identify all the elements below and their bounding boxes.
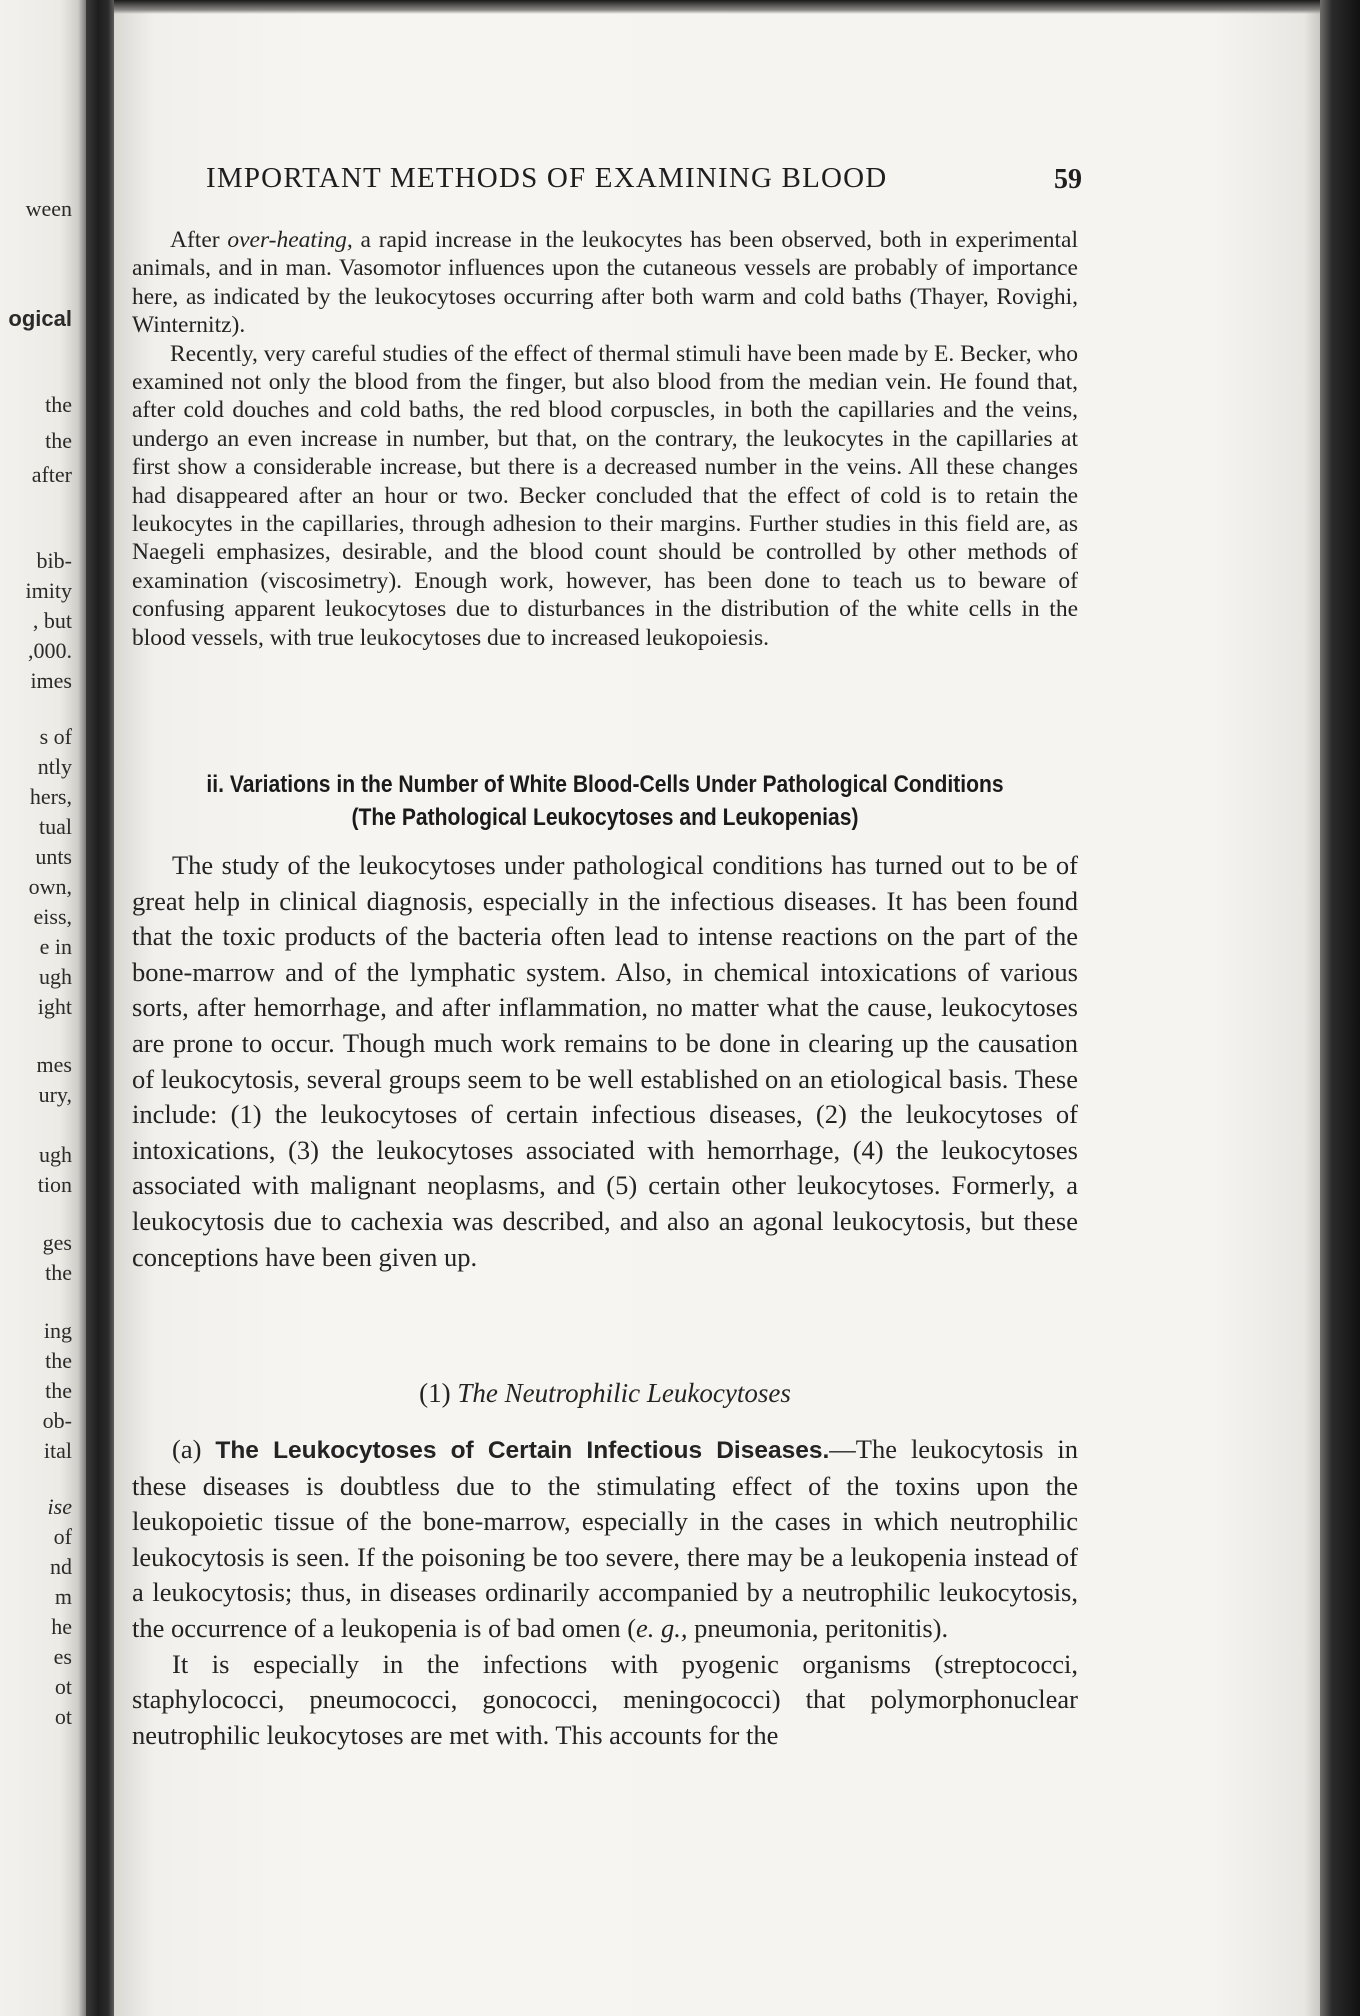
facing-page-fragment: he — [51, 1614, 72, 1639]
facing-page-fragment: imes — [30, 668, 72, 693]
page-right-edge — [1320, 0, 1360, 2016]
facing-page-fragment: ween — [25, 196, 72, 221]
section-heading-line-2: (The Pathological Leukocytoses and Leukopenias) — [351, 804, 859, 831]
facing-page-fragment: unts — [35, 844, 72, 869]
facing-page-fragment: imity — [25, 578, 72, 603]
facing-page-fragment: ury, — [38, 1082, 72, 1107]
paragraph-becker: Recently, very careful studies of the effect of thermal stimuli have been made by E. Becker, who examined not only the blood from the finger, but also blood from the median vein. He found that, after cold douches and cold baths, the red blood corpuscles, in both the capillaries and the veins, undergo an even increase in number, but that, on the contrary, the leukocytes in the capillaries at first show a considerable increase, but there is a decreased number in the veins. All these changes had disappeared after an hour or two. Becker concluded that the effect of cold is to retain the leukocytes in the capillaries, through adhesion to their margins. Further studies in this field are, as Naegeli emphasizes, desirable, and the blood count should be controlled by other methods of examination (viscosimetry). Enough work, however, has been done to teach us to beware of confusing apparent leukocytoses due to disturbances in the distribution of the white cells in the blood vessels, with true leukocytoses due to increased leukopoiesis. — [132, 340, 1078, 651]
subsection-number: (1) — [419, 1378, 451, 1408]
facing-page-fragment: s of — [39, 724, 72, 749]
subsection-heading — [132, 1378, 1078, 1409]
section-heading-line-1: ii. Variations in the Number of White Blood-Cells Under Pathological Conditions — [206, 771, 1004, 798]
facing-page-fragment: ntly — [37, 754, 72, 779]
emphasis-overheating: over-heating, — [227, 227, 353, 253]
facing-page-fragment: the — [45, 1260, 72, 1285]
page-top-shadow — [114, 0, 1328, 14]
facing-page-fragment: es — [53, 1644, 72, 1669]
paragraph-pathological-leukocytoses: The study of the leukocytoses under pathological conditions has turned out to be of great help in clinical diagnosis, especially in the infectious diseases. It has been found that the toxic products of the bacteria often lead to intense reactions on the part of the bone-marrow and of the lymphatic system. Also, in chemical intoxications of various sorts, after hemorrhage, and after inflammation, no matter what the cause, leukocytoses are prone to occur. Though much work remains to be done in clearing up the causation of leukocytosis, several groups seem to be well established on an etiological basis. These include: (1) the leukocytoses of certain infectious diseases, (2) the leukocytoses of intoxications, (3) the leukocytoses associated with hemorrhage, (4) the leukocytoses associated with malignant neoplasms, and (5) certain other leukocytoses. Formerly, a leukocytosis due to cachexia was described, and also an agonal leukocytosis, but these conceptions have been given up. — [132, 850, 1078, 1272]
facing-page-fragment: bib- — [36, 548, 72, 573]
page-number: 59 — [1054, 164, 1082, 195]
facing-page-fragment: the — [45, 1348, 72, 1373]
book-gutter — [86, 0, 116, 2016]
intro-text — [132, 226, 1078, 652]
facing-page-fragment: ital — [43, 1438, 72, 1463]
facing-page-fragment: of — [53, 1524, 72, 1549]
paragraph-infectious-diseases: (a) The Leukocytoses of Certain Infectious Diseases.—The leukocytosis in these diseases is doubtless due to the stimulating effect of the toxins upon the leukopoietic tissue of the bone-marrow, especially in the cases in which neutrophilic leukocytosis is seen. If the poisoning be too severe, there may be a leukopenia instead of a leukocytosis; thus, in diseases ordinarily accompanied by a neutrophilic leukocytosis, the occurrence of a leukopenia is of bad omen (e. g., pneumonia, peritonitis). — [132, 1434, 1078, 1643]
facing-page-fragment: e in — [39, 934, 72, 959]
facing-page-fragment: ot — [54, 1674, 72, 1699]
facing-page-fragment: ugh — [39, 1142, 72, 1167]
facing-page-fragment: m — [54, 1584, 72, 1609]
facing-page-fragment: ise — [47, 1494, 72, 1519]
facing-page-fragment: the — [45, 392, 72, 417]
facing-page-fragment: tual — [39, 814, 72, 839]
facing-page-fragment: own, — [28, 874, 72, 899]
facing-page-fragment: after — [31, 462, 72, 487]
facing-page-fragment: tion — [37, 1172, 72, 1197]
paragraph-pyogenic: It is especially in the infections with pyogenic organisms (streptococci, staphylococci, pneumococci, gonococci, meningococci) that polymorphonuclear neutrophilic leukocytoses are met with. This accounts for the — [132, 1648, 1078, 1750]
facing-page-fragment: mes — [36, 1052, 72, 1077]
section-body — [132, 848, 1078, 1275]
facing-page-fragment: ing — [43, 1318, 72, 1343]
facing-page-fragment: ot — [54, 1704, 72, 1729]
paragraph-overheating: After over-heating, a rapid increase in the leukocytes has been observed, both in experimental animals, and in man. Vasomotor influences upon the cutaneous vessels are probably of importance here, as indicated by the leukocytoses occurring after both warm and cold baths (Thayer, Rovighi, Winternitz). — [132, 227, 1078, 339]
running-header: IMPORTANT METHODS OF EXAMINING BLOOD — [206, 162, 888, 194]
facing-page-fragment: hers, — [29, 784, 72, 809]
facing-page-fragment: the — [45, 1378, 72, 1403]
facing-page-fragment: ight — [37, 994, 72, 1019]
facing-page-fragment: eiss, — [33, 904, 72, 929]
facing-page-fragment: ogical — [8, 306, 72, 331]
section-heading — [132, 768, 1078, 834]
emphasis-eg: e. g., — [636, 1612, 688, 1643]
facing-page-fragment: ges — [42, 1230, 72, 1255]
facing-page-fragment: , but — [32, 608, 72, 633]
facing-page-fragment: ,000. — [28, 638, 72, 663]
subsection-body — [132, 1432, 1078, 1753]
facing-page-edge — [0, 0, 86, 2016]
facing-page-fragment: nd — [50, 1554, 72, 1579]
facing-page-fragment: ob- — [42, 1408, 72, 1433]
subsection-title: The Neutrophilic Leukocytoses — [457, 1378, 791, 1408]
run-in-heading: The Leukocytoses of Certain Infectious Diseases. — [215, 1437, 830, 1464]
facing-page-fragment: the — [45, 428, 72, 453]
facing-page-fragment: ugh — [39, 964, 72, 989]
